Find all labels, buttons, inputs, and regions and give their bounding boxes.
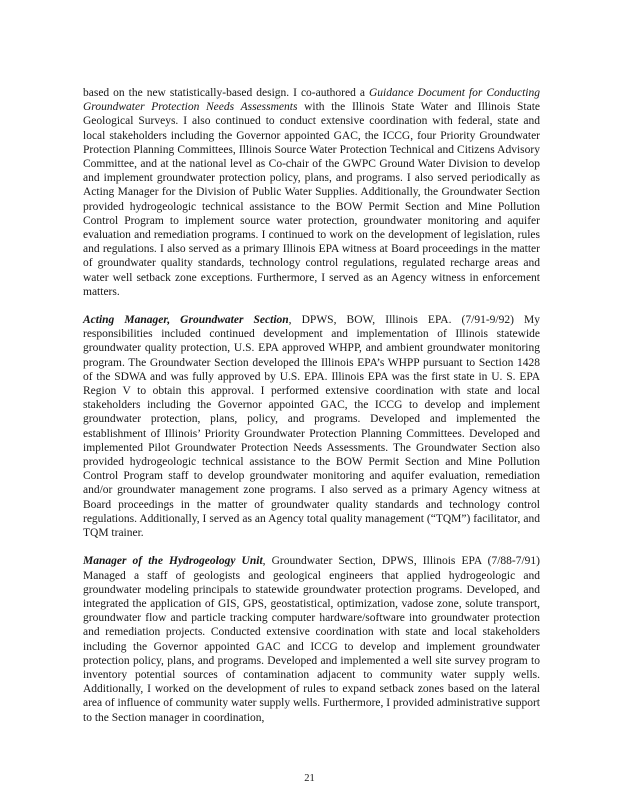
paragraph-text: based on the new statistically-based design. I co-authored a xyxy=(83,87,369,99)
page-number: 21 xyxy=(304,773,315,784)
paragraph-text: with the Illinois State Water and Illinois State Geological Surveys. I also continued to conduct extensive coordination with federal, state and local stakeholders including the Governor appointed GAC, the ICCG, four Priority Groundwater Protection Planning Committees, Illinois Source Water Protection Technical and Citizens Advisory Committee, and at the national level as Co-chair of the GWPC Ground Water Division to develop and implement groundwater protection policy, plans, and programs. I also served periodically as Acting Manager for the Division of Public Water Supplies. Additionally, the Groundwater Section provided hydrogeologic technical assistance to the BOW Permit Section and Mine Pollution Control Program to implement source water protection, groundwater monitoring and aquifer evaluation and remediation programs. I continued to work on the development of legislation, rules and regulations. I also served as a primary Illinois EPA witness at Board proceedings in the matter of groundwater quality standards, technology control regulations, regulated recharge areas and water well setback zone exceptions. Furthermore, I served as an Agency witness in enforcement matters. xyxy=(83,101,541,298)
paragraph-acting-manager xyxy=(83,313,540,540)
document-body xyxy=(83,86,540,725)
position-heading-acting-manager: Acting Manager, Groundwater Section xyxy=(83,314,289,327)
guidance-document-title: Guidance Document for Conducting Groundwater Protection Needs Assessments xyxy=(83,87,540,114)
paragraph-hydrogeology-unit xyxy=(83,554,540,724)
paragraph-text: , DPWS, BOW, Illinois EPA. (7/91-9/92) My responsibilities included continued development and implementation of Illinois statewide groundwater quality protection, U.S. EPA approved WHPP, and ambient groundwater monitoring program. The Groundwater Section developed the Illinois EPA’s WHPP pursuant to Section 1428 of the SDWA and was fully approved by U.S. EPA. Illinois EPA was the first state in U. S. EPA Region V to obtain this approval. I performed extensive coordination with state and local stakeholders including the Governor appointed GAC, the ICCG to develop and implement groundwater protection, plans, policy, and programs. Developed and implemented the establishment of Illinois’ Priority Groundwater Protection Planning Committees. Developed and implemented Pilot Groundwater Protection Needs Assessments. The Groundwater Section also provided hydrogeologic technical assistance to the BOW Permit Section and Mine Pollution Control Program staff to develop groundwater monitoring and aquifer evaluation, remediation and/or groundwater management zone programs. I also served as a primary Agency witness at Board proceedings in the matter of groundwater quality standards and technology control regulations. Additionally, I served as an Agency total quality management (“TQM”) facilitator, and TQM trainer. xyxy=(83,314,540,540)
position-heading-hydrogeology-manager: Manager of the Hydrogeology Unit xyxy=(83,555,263,568)
paragraph-text: , Groundwater Section, DPWS, Illinois EPA (7/88-7/91) Managed a staff of geologists and geological engineers that applied hydrogeologic and groundwater modeling principals to statewide groundwater protection programs. Developed, and integrated the application of GIS, GPS, geostatistical, optimization, vadose zone, solute transport, groundwater flow and particle tracking computer hardware/software into groundwater protection and remediation projects. Conducted extensive coordination with state and local stakeholders including the Governor appointed GAC and ICCG to develop and implement groundwater protection policy, plans, and programs. Developed and implemented a well site survey program to inventory potential sources of contamination adjacent to community water supply wells. Additionally, I worked on the development of rules to expand setback zones based on the lateral area of influence of community water supply wells. Furthermore, I provided administrative support to the Section manager in coordination, xyxy=(83,555,540,724)
paragraph-continued-duties xyxy=(83,86,540,299)
